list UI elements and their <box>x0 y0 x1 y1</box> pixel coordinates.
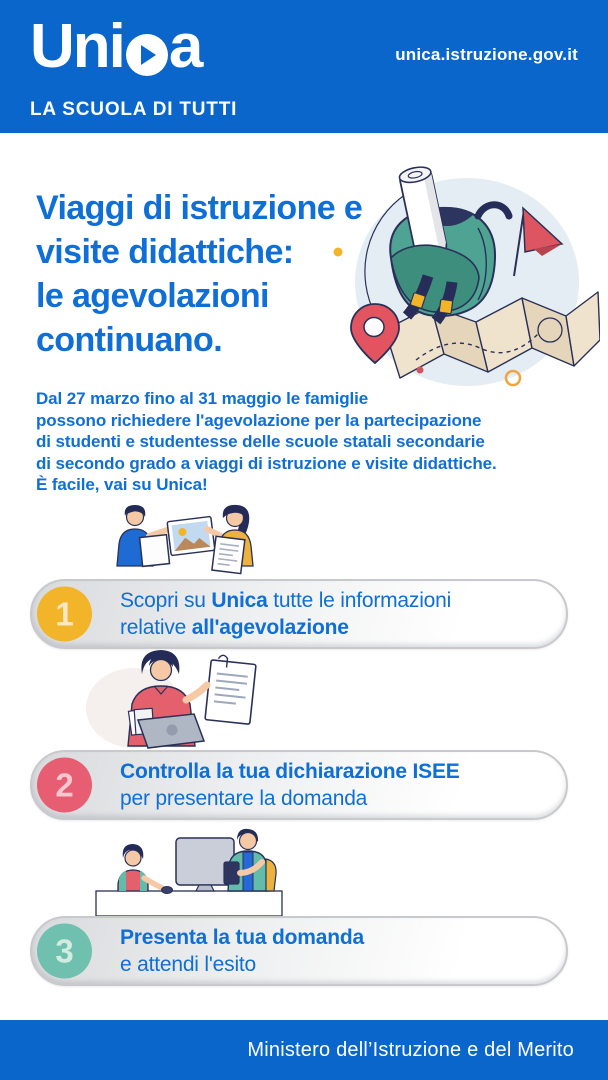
step-card-1 <box>30 579 568 649</box>
footer-ministry-text: Ministero dell’Istruzione e del Merito <box>247 1039 574 1061</box>
yellow-dot <box>334 248 343 257</box>
step-text-line <box>120 785 460 812</box>
page-title <box>36 186 362 362</box>
logo-tagline: LA SCUOLA DI TUTTI <box>30 99 238 120</box>
step-text-line <box>120 951 364 978</box>
step1-text <box>120 587 451 641</box>
intro-line: È facile, vai su Unica! <box>36 475 208 494</box>
intro-line: di studenti e studentesse delle scuole statali secondarie <box>36 432 485 451</box>
step-text-segment-bold: Presenta la tua domanda <box>120 926 364 949</box>
step-text-segment-bold: all'agevolazione <box>191 616 349 639</box>
unica-logo <box>30 12 202 81</box>
red-dot <box>417 367 424 374</box>
step-text-segment-bold: Controlla la tua dichiarazione ISEE <box>120 760 460 783</box>
document <box>212 536 245 573</box>
title-line: visite didattiche: <box>36 233 294 271</box>
mouse <box>162 887 173 894</box>
step-text-segment: per presentare la domanda <box>120 787 368 810</box>
backpack-map-illustration <box>328 158 600 400</box>
logo-text-post: a <box>168 12 202 81</box>
intro-line: Dal 27 marzo fino al 31 maggio le famiglie <box>36 389 369 408</box>
step-text-segment: e attendi l'esito <box>120 953 257 976</box>
step2-text <box>120 758 460 812</box>
isee-document <box>205 654 257 724</box>
step3-illustration-computer <box>92 828 287 918</box>
backpack-strap <box>266 859 276 891</box>
step-text-segment: tutte le informazioni <box>267 589 452 612</box>
intro-text <box>36 388 497 496</box>
step-text-line <box>120 758 460 785</box>
step3-number-badge: 3 <box>37 924 92 979</box>
step-card-3 <box>30 916 568 986</box>
website-url: unica.istruzione.gov.it <box>395 45 578 64</box>
desk <box>96 891 282 916</box>
logo-letter-c-play-icon <box>126 34 168 76</box>
step1-illustration-two-people <box>95 502 285 580</box>
step1-number-badge: 1 <box>37 587 92 642</box>
step-text-line <box>120 587 451 614</box>
step-text-line <box>120 614 451 641</box>
step3-text <box>120 924 364 978</box>
step-text-segment: relative <box>120 616 192 639</box>
clipboard <box>224 862 239 884</box>
step-card-2 <box>30 750 568 820</box>
title-line: Viaggi di istruzione e <box>36 189 363 227</box>
header-band <box>0 0 608 133</box>
step-text-segment-bold: Unica <box>211 589 268 612</box>
play-triangle-icon <box>141 45 156 65</box>
title-line: le agevolazioni <box>36 277 269 315</box>
intro-line: possono richiedere l'agevolazione per la partecipazione <box>36 410 482 430</box>
logo-text-pre: Uni <box>30 12 124 81</box>
picture-card <box>167 516 215 555</box>
step2-number-badge: 2 <box>37 758 92 813</box>
step-text-line <box>120 924 364 951</box>
step2-illustration-man-laptop <box>82 646 267 750</box>
intro-line: di secondo grado a viaggi di istruzione e visite didattiche. <box>36 453 497 473</box>
title-line: continuano. <box>36 321 223 359</box>
step-text-segment: Scopri su <box>120 589 212 612</box>
